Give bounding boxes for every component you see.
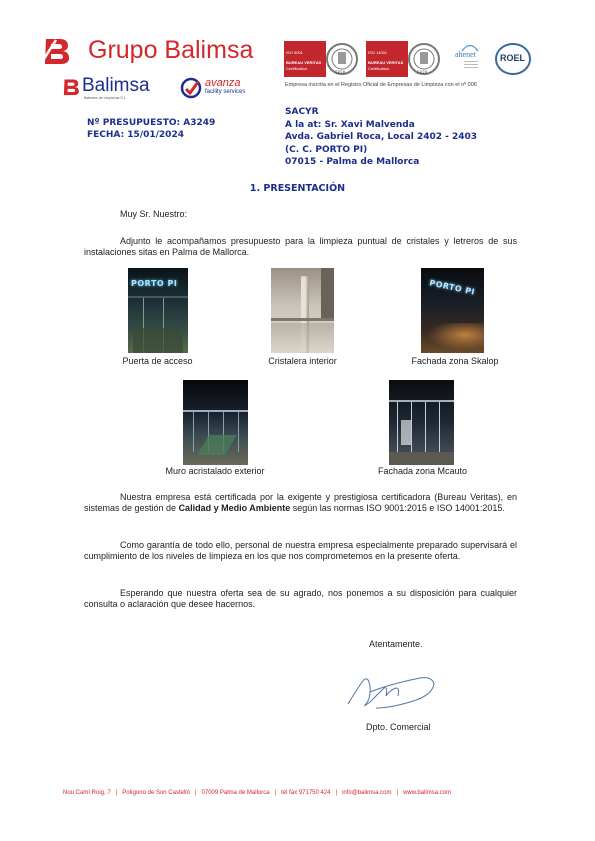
avanza-logo (180, 77, 260, 101)
recipient-attention: A la at: Sr. Xavi Malvenda (285, 119, 415, 130)
footer-industrial-park: Polígono de Son Castelló (122, 790, 190, 796)
footer-email-link[interactable]: info@balimsa.com (342, 790, 392, 796)
signature-scribble (340, 664, 440, 714)
budget-number: Nº PRESUPUESTO: A3249 (87, 118, 216, 128)
balimsa-tagline: Baleares de Limpiezas S.L. (84, 96, 127, 100)
greeting: Muy Sr. Nuestro: (120, 209, 188, 219)
grupo-balimsa-wordmark: Grupo Balimsa (88, 36, 254, 64)
porto-pi-sign: PORTO PI (131, 279, 178, 288)
avanza-wordmark: avanza (205, 77, 241, 89)
roel-logo: ROEL (494, 42, 532, 76)
photo-cristalera-interior (271, 268, 334, 353)
caption-cristalera-interior: Cristalera interior (268, 356, 337, 366)
closing-paragraph: Esperando que nuestra oferta sea de su agrado, nos ponemos a su disposición para cualquier consulta o aclaración que desee hacernos. (84, 588, 517, 609)
footer-website-link[interactable]: www.balimsa.com (403, 790, 452, 796)
intro-paragraph: Adjunto le acompañamos presupuesto para la limpieza puntual de cristales y letreros de sus instalaciones sitas en Palma de Mallorca. (84, 236, 517, 257)
quality-environment-emphasis: Calidad y Medio Ambiente (178, 503, 291, 513)
recipient-city: 07015 - Palma de Mallorca (285, 157, 420, 167)
iso-14001-badge: ISO 14001 BUREAU VERITAS Certification 1828 (366, 41, 442, 77)
avanza-tagline: facility services (205, 89, 246, 95)
footer-address: Nou Camí Roig, 7 (63, 790, 111, 796)
caption-fachada-skalop: Fachada zona Skalop (411, 356, 499, 366)
recipient-company: SACYR (285, 107, 319, 117)
caption-muro-acristalado: Muro acristalado exterior (165, 466, 265, 476)
balimsa-small-mark-icon (62, 77, 82, 97)
department: Dpto. Comercial (366, 722, 431, 732)
recipient-address: Avda. Gabriel Roca, Local 2402 - 2403 (285, 132, 478, 142)
footer: Nou Camí Roig, 7 | Polígono de Son Castelló | 07009 Palma de Mallorca | tel fax 971750 424 | info@balimsa.com | www.balimsa.com (63, 790, 452, 796)
photo-fachada-skalop (421, 268, 484, 353)
guarantee-paragraph: Como garantía de todo ello, personal de nuestra empresa especialmente preparado supervisará el cumplimiento de los niveles de limpieza en los que nos comprometemos en la presente oferta. (84, 540, 517, 561)
recipient-block (285, 106, 477, 169)
budget-date: FECHA: 15/01/2024 (87, 130, 184, 140)
photo-fachada-mcauto (389, 380, 454, 465)
balimsa-logo (62, 77, 172, 101)
photo-puerta-acceso (128, 268, 188, 353)
section-title: 1. PRESENTACIÓN (249, 183, 346, 194)
caption-fachada-mcauto: Fachada zona Mcauto (377, 466, 468, 476)
certification-paragraph: Nuestra empresa está certificada por la exigente y prestigiosa certificadora (Bureau Veritas), en sistemas de gestión de Calidad y Medio Ambiente según las normas ISO 9001:2015 e ISO 14001:2015. (84, 492, 517, 513)
iso-9001-badge: ISO 9001 BUREAU VERITAS Certification 1828 (284, 41, 360, 77)
grupo-balimsa-logo (42, 36, 282, 66)
porto-pi-sign: PORTO PI (428, 278, 476, 297)
footer-postal: 07009 Palma de Mallorca (201, 790, 270, 796)
balimsa-wordmark: Balimsa (82, 75, 150, 96)
recipient-center: (C. C. PORTO PI) (285, 144, 368, 155)
sign-off: Atentamente. (369, 639, 423, 649)
header (0, 0, 595, 100)
avanza-mark-icon (180, 77, 202, 99)
registry-note: Empresa inscrita en el Registro Oficial de Empresas de Limpieza con el nº 006 (285, 82, 477, 88)
ahenet-logo: ahenet (452, 42, 490, 78)
photo-muro-acristalado (183, 380, 248, 465)
caption-puerta-acceso: Puerta de acceso (122, 356, 193, 366)
balimsa-mark-icon (42, 36, 74, 66)
footer-phone: tel fax 971750 424 (281, 790, 331, 796)
